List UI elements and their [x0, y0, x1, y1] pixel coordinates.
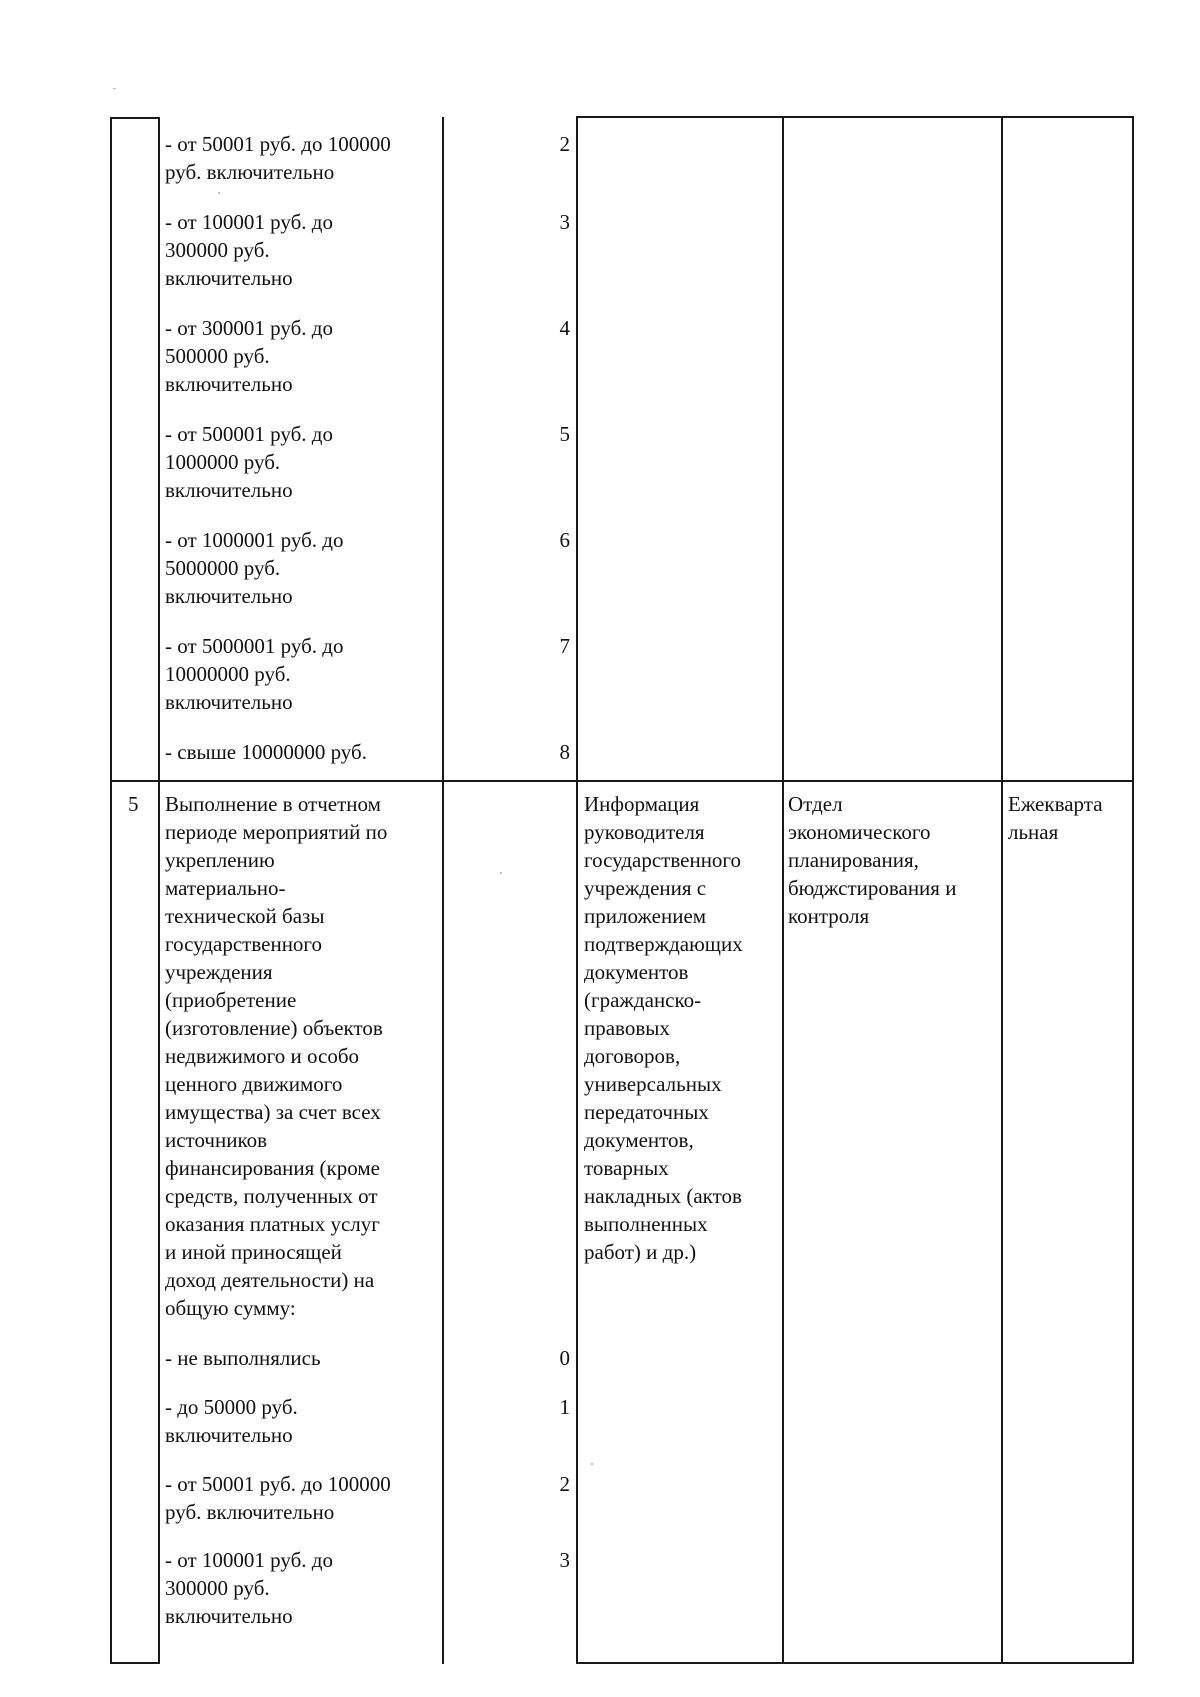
range-score: 0 — [559, 1346, 570, 1370]
range-score: 5 — [559, 422, 570, 446]
scan-speck — [218, 192, 220, 194]
table-top-border-left — [111, 117, 159, 119]
row-number: 5 — [128, 792, 139, 816]
range-label: - свыше 10000000 руб. — [165, 740, 367, 764]
range-label: - до 50000 руб. включительно — [165, 1395, 298, 1447]
column-border-1 — [110, 117, 112, 1664]
table-bottom-border-right — [577, 1662, 1133, 1664]
range-label: - от 1000001 руб. до 5000000 руб. включительно — [165, 528, 344, 608]
table-bottom-border-left — [111, 1662, 159, 1664]
range-label: - от 50001 руб. до 100000 руб. включительно — [165, 132, 391, 184]
range-score: 8 — [559, 740, 570, 764]
range-score: 1 — [559, 1395, 570, 1419]
range-label: - от 5000001 руб. до 10000000 руб. включительно — [165, 634, 344, 714]
range-label: - от 100001 руб. до 300000 руб. включительно — [165, 1548, 333, 1628]
column-border-3 — [442, 117, 444, 1664]
column-border-7 — [1132, 116, 1134, 1664]
range-label: - не выполнялись — [165, 1346, 321, 1370]
row-divider — [111, 780, 1133, 782]
column-border-4 — [576, 116, 578, 1664]
scan-speck — [591, 1463, 593, 1465]
range-label: - от 300001 руб. до 500000 руб. включительно — [165, 316, 333, 396]
range-score: 6 — [559, 528, 570, 552]
range-score: 3 — [559, 210, 570, 234]
range-label: - от 100001 руб. до 300000 руб. включительно — [165, 210, 333, 290]
range-score: 2 — [559, 132, 570, 156]
range-label: - от 500001 руб. до 1000000 руб. включительно — [165, 422, 333, 502]
column-border-5 — [782, 116, 784, 1664]
range-score: 7 — [559, 634, 570, 658]
scan-speck — [500, 872, 502, 874]
range-score: 2 — [559, 1472, 570, 1496]
responsible-department: Отдел экономического планирования, бюджстирования и контроля — [788, 792, 957, 928]
data-source: Информация руководителя государственного учреждения с приложением подтверждающих документов (гражданско- правовых договоров, универсальных передаточных документов, товарных накладных (актов выполненных работ) и др.) — [584, 792, 743, 1264]
range-label: - от 50001 руб. до 100000 руб. включительно — [165, 1472, 391, 1524]
range-score: 4 — [559, 316, 570, 340]
range-score: 3 — [559, 1548, 570, 1572]
reporting-frequency: Ежекварта льная — [1008, 792, 1103, 844]
scan-speck — [113, 88, 116, 89]
column-border-6 — [1001, 116, 1003, 1664]
table-top-border-right — [577, 116, 1133, 118]
column-border-2 — [158, 117, 160, 1664]
indicator-description: Выполнение в отчетном периоде мероприятий по укреплению материально- технической базы государственного учреждения (приобретение (изготовление) объектов недвижимого и особо ценного движимого имущества) за счет всех источников финансирования (кроме средств, полученных от оказания платных услуг и иной приносящей доход деятельности) на общую сумму: — [165, 792, 388, 1320]
